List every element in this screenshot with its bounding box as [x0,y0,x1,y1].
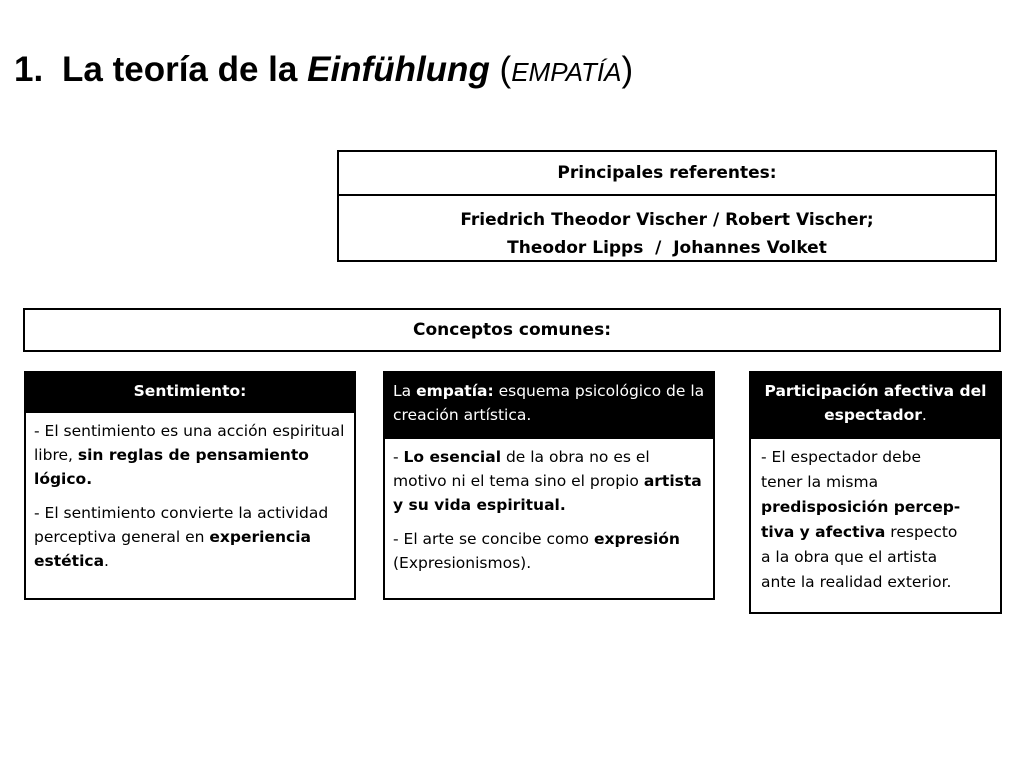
participacion-heading-period: . [921,406,927,424]
referentes-body [339,196,995,262]
title-paren-close: ) [621,50,634,89]
empatia-heading-c: esquema psicológico de la creación artística. [393,382,705,424]
empatia-paragraph-1 [393,445,705,517]
participacion-line-5: a la obra que el artista [761,548,938,566]
sentimiento-p2-end: . [104,552,109,570]
participacion-line-3-bold: predisposición percep- [761,498,961,516]
title-number: 1. [14,50,44,89]
empatia-heading [385,373,713,439]
participacion-column [749,371,1002,614]
sentimiento-p2-text: - El sentimiento convierte la actividad perceptiva general en [34,504,329,546]
empatia-p1-dash: - [393,448,404,466]
participacion-line-6: ante la realidad exterior. [761,573,952,591]
referentes-line-1: Friedrich Theodor Vischer / Robert Vischer; [460,210,874,230]
empatia-heading-bold: empatía: [416,382,494,400]
participacion-line-4-text: respecto [885,523,958,541]
title-small-caps: EMPATÍA [511,57,622,87]
participacion-line-3 [761,495,990,520]
empatia-p2-end: (Expresionismos). [393,554,532,572]
empatia-paragraph-2 [393,527,705,575]
referentes-heading: Principales referentes: [339,152,995,196]
title-emphasis: Einfühlung [307,50,490,89]
sentimiento-paragraph-1 [34,419,346,491]
empatia-column [383,371,715,600]
empatia-heading-a: La [393,382,417,400]
sentimiento-p1-text: - El sentimiento es una acción espiritual libre, [34,422,345,464]
sentimiento-p2-bold: experiencia estética [34,528,312,570]
referentes-box [337,150,997,262]
sentimiento-body [26,413,354,577]
slide-title [14,50,1014,90]
participacion-line-4-bold: tiva y afectiva [761,523,886,541]
empatia-p1-bold: Lo esencial [403,448,502,466]
title-paren-open: ( [489,50,512,89]
empatia-p2-bold: expresión [593,530,680,548]
conceptos-heading: Conceptos comunes: [413,320,611,340]
participacion-line-2: tener la misma [761,473,879,491]
participacion-heading [751,373,1000,439]
empatia-p1-text: de la obra no es el motivo ni el tema sino el propio [393,448,650,490]
participacion-line-4 [761,520,990,545]
title-prefix: La teoría de la [62,50,308,89]
participacion-body [751,439,1000,599]
sentimiento-heading: Sentimiento: [26,373,354,413]
sentimiento-column [24,371,356,600]
referentes-line-2: Theodor Lipps / Johannes Volket [507,238,827,258]
conceptos-heading-box [23,308,1001,352]
participacion-line-1: - El espectador debe [761,448,922,466]
empatia-p1-bold-end: artista y su vida espiritual. [393,472,702,514]
sentimiento-p1-bold: sin reglas de pensamiento lógico. [34,446,309,488]
sentimiento-paragraph-2 [34,501,346,573]
participacion-heading-bold: Participación afectiva del espectador [764,382,987,424]
empatia-p2-text: - El arte se concibe como [393,530,594,548]
empatia-body [385,439,713,579]
